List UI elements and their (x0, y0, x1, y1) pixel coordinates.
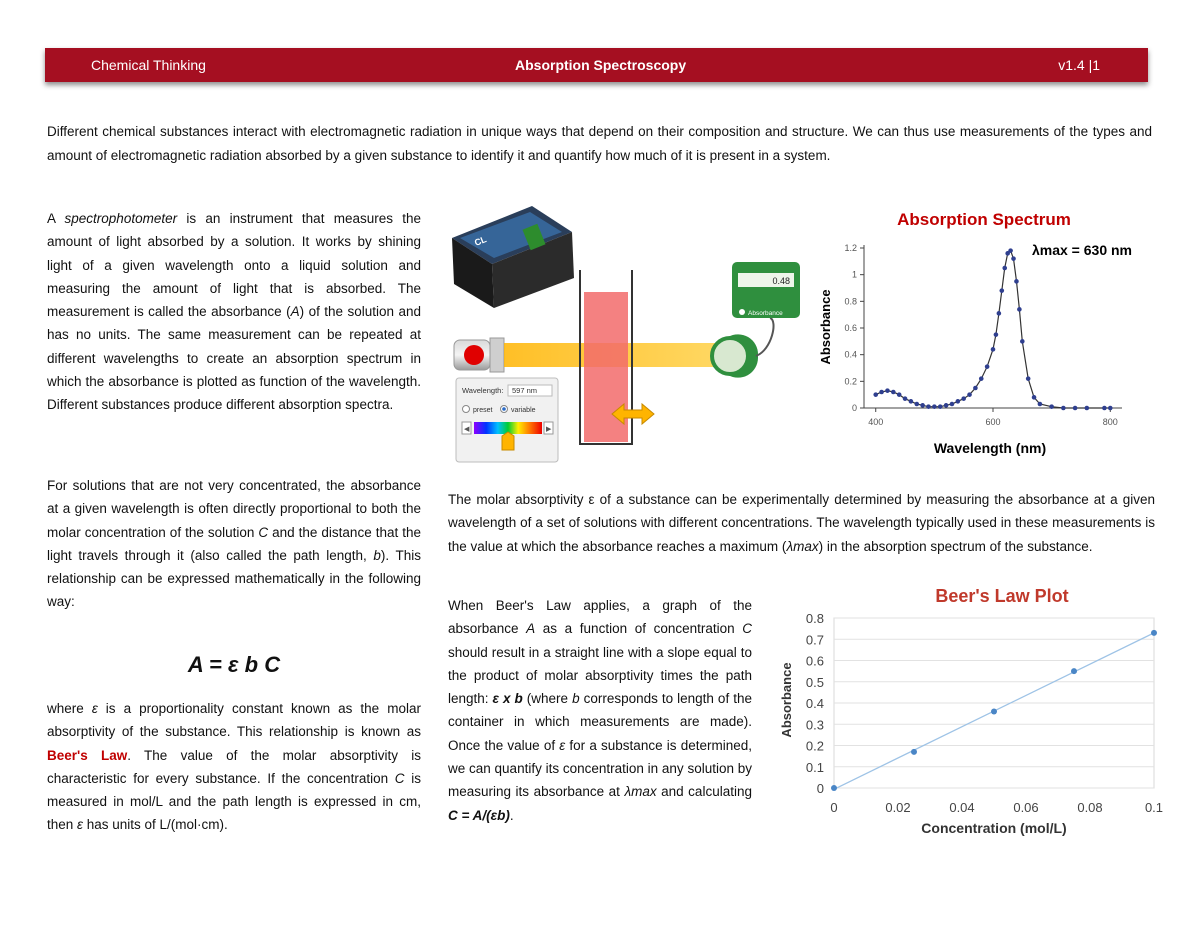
spectrometer-device-image (452, 206, 574, 308)
beer-x-tick-label: 0 (830, 800, 838, 815)
svg-text:CL: CL (473, 234, 488, 248)
absorbance-meter (732, 262, 800, 318)
spectrum-data-point (873, 392, 878, 397)
spectrum-data-point (1073, 406, 1078, 411)
spectrum-data-point (1061, 406, 1066, 411)
spectrum-data-point (926, 404, 931, 409)
beer-x-tick-label: 0.02 (885, 800, 911, 815)
wavelength-label: Wavelength: (462, 386, 504, 395)
spectrum-data-point (1032, 395, 1037, 400)
beer-data-point (911, 749, 917, 755)
spectrum-data-point (999, 288, 1004, 293)
molar-absorptivity-determination-paragraph: The molar absorptivity ε of a substance can be experimentally determined by measuring the absorbance at a given wavelength of a set of solutions with different concentrations. The wavelength typically used in these measurements is the value at which the absorbance reaches a maximum (λmax) in the absorption spectrum of the substance. (448, 492, 1155, 554)
spectrum-data-point (950, 402, 955, 407)
spectrum-data-point (967, 392, 972, 397)
spectrum-data-point (938, 404, 943, 409)
page-header (45, 48, 1148, 82)
spectrum-data-point (1014, 279, 1019, 284)
slider-right-icon: ▶ (546, 426, 552, 433)
spectrum-data-point (997, 311, 1002, 316)
spectrum-y-tick-label: 0 (851, 403, 857, 413)
spectrum-data-point (991, 347, 996, 352)
spectrum-y-tick-label: 0.8 (844, 296, 857, 307)
header-title: Absorption Spectroscopy (515, 57, 687, 73)
spectrum-data-point (897, 392, 902, 397)
spectrum-data-point (909, 399, 914, 404)
spectrum-data-point (1085, 406, 1090, 411)
spectrophotometer-illustration (452, 200, 800, 468)
header-course: Chemical Thinking (91, 57, 206, 73)
spectrum-title: Absorption Spectrum (897, 210, 1071, 229)
beer-x-tick-label: 0.06 (1013, 800, 1039, 815)
spectrum-data-point (1011, 256, 1016, 261)
light-source-lamp (454, 338, 504, 372)
beer-data-point (1071, 668, 1077, 674)
slider-left-icon: ◀ (464, 426, 470, 433)
beer-y-tick-label: 0 (816, 781, 824, 796)
spectrum-data-point (903, 396, 908, 401)
lambda-max-annotation: λmax = 630 nm (1031, 242, 1132, 258)
spectrum-data-point (1002, 266, 1007, 271)
spectrum-data-point (879, 390, 884, 395)
beer-y-tick-label: 0.8 (805, 611, 824, 626)
beer-y-tick-label: 0.1 (805, 759, 824, 775)
absorption-spectrum-chart (812, 200, 1157, 465)
spectrum-data-point (994, 332, 999, 337)
wavelength-control-panel (456, 378, 558, 462)
molar-absorptivity-paragraph: where ε is a proportionality constant known as the molar absorptivity of the substance. This relationship is known as Beer's Law. The value of the molar absorptivity is characteristic for every substance. If the concentration C is measured in mol/L and the path length is expressed in cm, then ε has units of L/(mol·cm). (47, 701, 421, 833)
spectrum-data-point (1017, 307, 1022, 312)
beer-data-point (991, 709, 997, 715)
spectrum-data-point (1026, 376, 1031, 381)
spectrum-y-tick-label: 0.6 (844, 323, 857, 333)
spectrum-data-point (961, 396, 966, 401)
intro-paragraph: Different chemical substances interact with electromagnetic radiation in unique ways that depend on their composition and structure. We can thus use measurements of the types and amount of electromagnetic radiation absorbed by a given substance to identify it and quantify how much of it is present in a system. (47, 124, 1152, 163)
beer-data-point (1151, 630, 1157, 636)
spectrum-y-tick-label: 1.2 (844, 243, 857, 253)
spectrophotometer-paragraph: A spectrophotometer is an instrument that measures the amount of light absorbed by a solution. It works by shining light of a given wavelength onto a liquid solution and measuring the amount of light that is absorbed. The measurement is called the absorbance (A) of the solution and has no units. The same measurement can be repeated at different wavelengths to create an absorption spectrum in which the absorbance is plotted as function of the wavelength. Different substances produce different absorption spectra. (47, 211, 421, 413)
beer-x-label: Concentration (mol/L) (921, 820, 1067, 836)
spectrum-data-point (1049, 404, 1054, 409)
spectrum-x-label: Wavelength (nm) (933, 440, 1047, 456)
beers-law-graph-paragraph: When Beer's Law applies, a graph of the absorbance A as a function of concentration C should result in a straight line with a slope equal to the product of molar absorptivity times the path length: ε x b (where b corresponds to length of the container in which measurements are made). Once the value of ε for a substance is determined, we can quantify its concentration in any solution by measuring its absorbance at λmax and calculating C = A/(εb). (448, 598, 752, 823)
spectrum-data-point (1008, 248, 1013, 253)
spectrum-x-tick-label: 400 (868, 417, 884, 427)
spectrum-x-tick-label: 800 (1102, 417, 1118, 427)
svg-text:preset: preset (473, 407, 493, 414)
spectrum-data-point (1102, 406, 1107, 411)
meter-reading: 0.48 (772, 276, 790, 286)
spectrum-data-point (891, 390, 896, 395)
beer-x-tick-label: 0.04 (949, 800, 975, 815)
header-version: v1.4 |1 (1058, 57, 1100, 73)
svg-text:variable: variable (511, 407, 536, 414)
detector (712, 318, 774, 378)
spectrum-data-point (920, 403, 925, 408)
spectrum-data-point (944, 403, 949, 408)
meter-mode-label: Absorbance (748, 310, 783, 317)
wavelength-value: 597 nm (512, 386, 538, 395)
beer-x-tick-label: 0.1 (1144, 800, 1164, 815)
beer-y-tick-label: 0.2 (805, 738, 824, 754)
beer-y-tick-label: 0.6 (805, 653, 824, 669)
spectrum-curve (876, 251, 1111, 408)
spectrum-y-tick-label: 0.4 (844, 349, 857, 360)
beers-law-formula: A = ε b C (187, 652, 281, 677)
beer-y-tick-label: 0.7 (805, 632, 824, 648)
spectrum-data-point (885, 388, 890, 393)
spectrum-data-point (1108, 406, 1113, 411)
spectrum-data-point (979, 376, 984, 381)
spectrum-data-point (1020, 339, 1025, 344)
spectrum-data-point (932, 404, 937, 409)
slider-handle[interactable] (502, 432, 514, 450)
spectrum-y-tick-label: 1 (851, 269, 857, 280)
preset-radio[interactable] (463, 406, 470, 413)
beer-y-tick-label: 0.4 (805, 696, 824, 711)
spectrum-x-tick-label: 600 (985, 417, 1001, 427)
spectrum-y-label: Absorbance (818, 289, 833, 365)
proportionality-paragraph: For solutions that are not very concentrated, the absorbance at a given wavelength is often directly proportional to both the molar concentration of the solution C and the distance that the light travels through it (also called the path length, b). This relationship can be expressed mathematically in the following way: (47, 478, 421, 610)
spectrum-data-point (985, 364, 990, 369)
beers-law-chart (775, 580, 1170, 845)
beer-y-tick-label: 0.5 (805, 674, 824, 690)
term-spectrophotometer: spectrophotometer (64, 211, 178, 226)
beers-law-term: Beer's Law (47, 747, 128, 763)
beer-y-tick-label: 0.3 (805, 717, 824, 733)
spectrum-y-tick-label: 0.2 (844, 376, 857, 387)
spectrum-data-point (956, 399, 961, 404)
spectrum-data-point (973, 386, 978, 391)
beer-x-tick-label: 0.08 (1077, 800, 1103, 815)
spectrum-data-point (914, 402, 919, 407)
beer-data-point (831, 785, 837, 791)
beer-title: Beer's Law Plot (935, 586, 1069, 606)
spectrum-data-point (1038, 402, 1043, 407)
beer-y-label: Absorbance (779, 662, 794, 738)
